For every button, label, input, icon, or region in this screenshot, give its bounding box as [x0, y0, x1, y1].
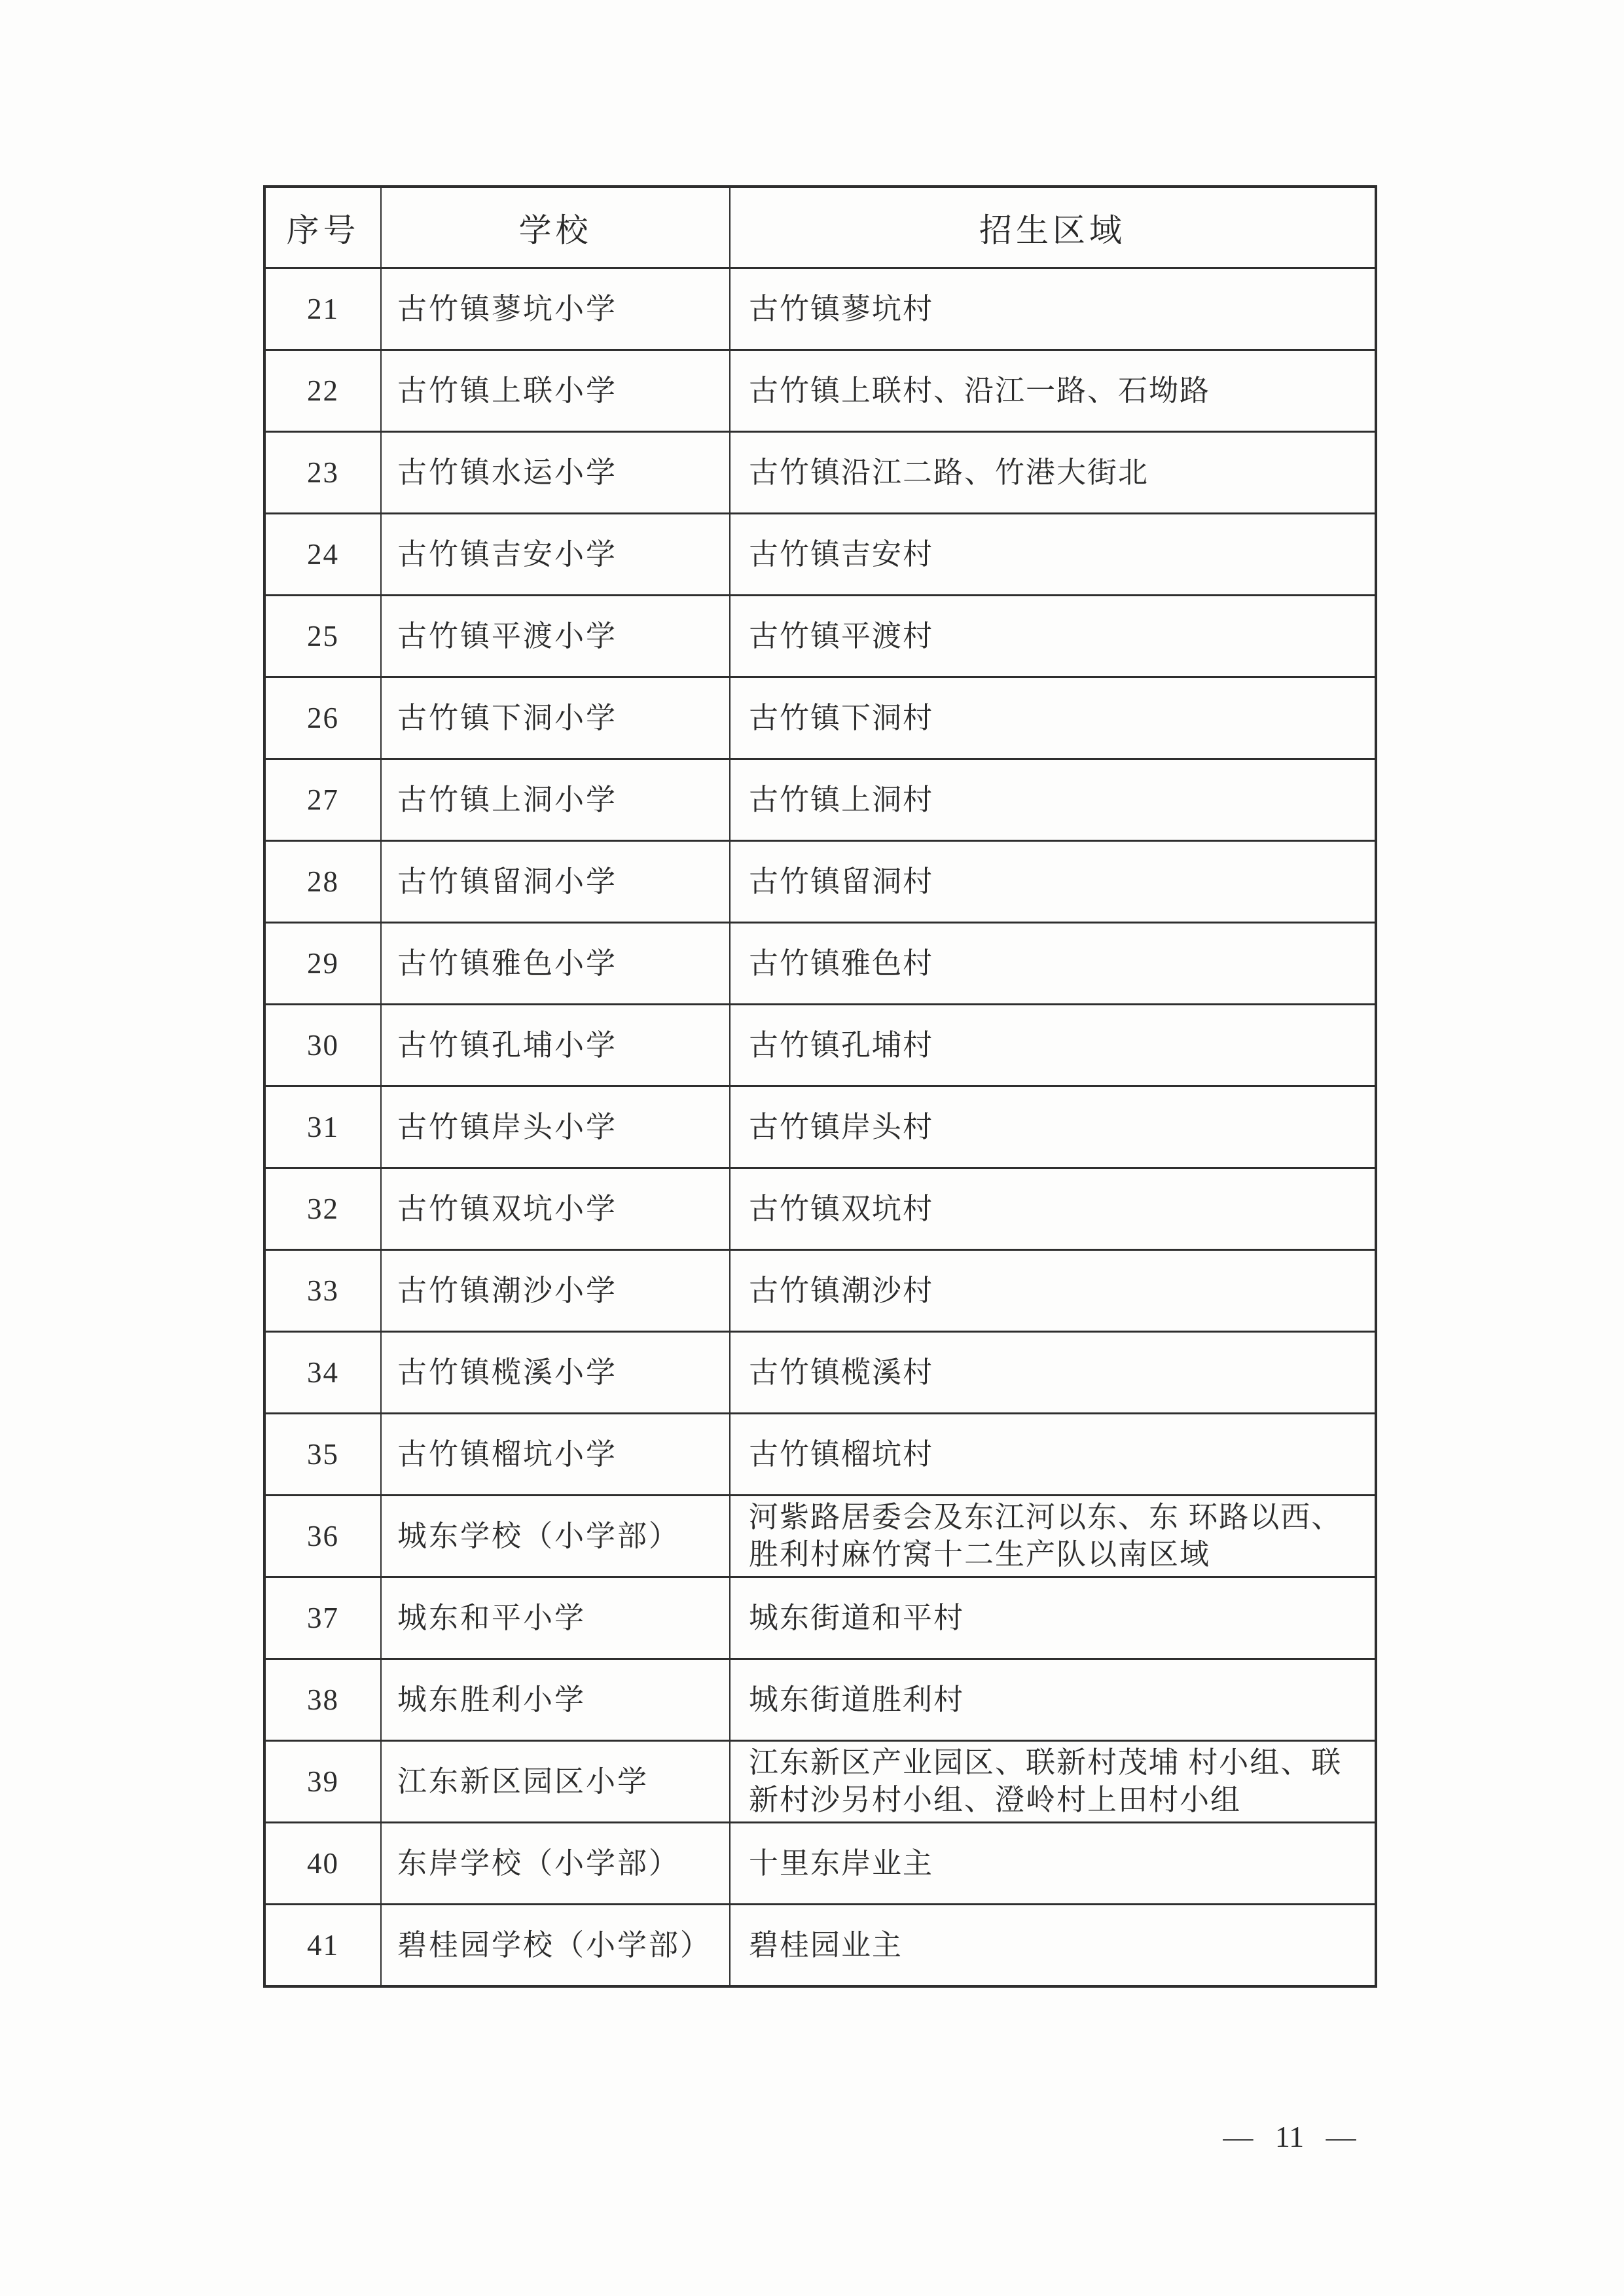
row-district-cell: 古竹镇潮沙村	[730, 1250, 1376, 1332]
row-district-cell: 古竹镇吉安村	[730, 514, 1376, 596]
row-district-cell: 古竹镇雅色村	[730, 923, 1376, 1005]
row-number-cell: 36	[264, 1496, 381, 1577]
table-row	[264, 1905, 1376, 1987]
row-number-cell: 23	[264, 432, 381, 514]
row-district-cell: 古竹镇平渡村	[730, 596, 1376, 677]
row-school-cell: 古竹镇潮沙小学	[381, 1250, 730, 1332]
row-district-cell: 古竹镇上洞村	[730, 759, 1376, 841]
row-district-cell: 十里东岸业主	[730, 1823, 1376, 1905]
row-number-cell: 33	[264, 1250, 381, 1332]
row-number-cell: 31	[264, 1086, 381, 1168]
row-number-cell: 28	[264, 841, 381, 923]
row-number-cell: 22	[264, 350, 381, 432]
row-number-cell: 35	[264, 1414, 381, 1496]
row-district-cell: 古竹镇蓼坑村	[730, 268, 1376, 350]
table-row	[264, 1332, 1376, 1414]
row-number-cell: 32	[264, 1168, 381, 1250]
row-school-cell: 城东和平小学	[381, 1577, 730, 1659]
row-district-cell: 古竹镇留洞村	[730, 841, 1376, 923]
table-row	[264, 1496, 1376, 1577]
row-number-cell: 25	[264, 596, 381, 677]
table-row	[264, 1005, 1376, 1086]
table-row	[264, 1414, 1376, 1496]
row-number-cell: 39	[264, 1741, 381, 1823]
row-school-cell: 古竹镇留洞小学	[381, 841, 730, 923]
header-school: 学校	[381, 187, 730, 268]
table-row	[264, 1823, 1376, 1905]
row-district-cell: 古竹镇双坑村	[730, 1168, 1376, 1250]
enrollment-table	[263, 185, 1377, 1988]
row-number-cell: 34	[264, 1332, 381, 1414]
row-school-cell: 古竹镇平渡小学	[381, 596, 730, 677]
row-district-cell: 古竹镇下洞村	[730, 677, 1376, 759]
table-body	[264, 268, 1376, 1987]
row-district-cell: 古竹镇岸头村	[730, 1086, 1376, 1168]
row-school-cell: 古竹镇上洞小学	[381, 759, 730, 841]
table-header-row	[264, 187, 1376, 268]
row-number-cell: 30	[264, 1005, 381, 1086]
table-row	[264, 350, 1376, 432]
row-district-cell: 江东新区产业园区、联新村茂埔 村小组、联新村沙另村小组、澄岭村上田村小组	[730, 1741, 1376, 1823]
row-number-cell: 38	[264, 1659, 381, 1741]
row-district-cell: 古竹镇榄溪村	[730, 1332, 1376, 1414]
row-number-cell: 29	[264, 923, 381, 1005]
table-row	[264, 759, 1376, 841]
table-row	[264, 596, 1376, 677]
row-number-cell: 37	[264, 1577, 381, 1659]
row-school-cell: 城东学校（小学部）	[381, 1496, 730, 1577]
row-school-cell: 古竹镇蓼坑小学	[381, 268, 730, 350]
row-school-cell: 古竹镇下洞小学	[381, 677, 730, 759]
table-row	[264, 923, 1376, 1005]
row-number-cell: 27	[264, 759, 381, 841]
row-school-cell: 江东新区园区小学	[381, 1741, 730, 1823]
header-no: 序号	[264, 187, 381, 268]
row-school-cell: 古竹镇吉安小学	[381, 514, 730, 596]
row-district-cell: 古竹镇孔埔村	[730, 1005, 1376, 1086]
row-district-cell: 古竹镇上联村、沿江一路、石坳路	[730, 350, 1376, 432]
row-school-cell: 古竹镇水运小学	[381, 432, 730, 514]
row-school-cell: 古竹镇榴坑小学	[381, 1414, 730, 1496]
table-row	[264, 1741, 1376, 1823]
row-school-cell: 古竹镇雅色小学	[381, 923, 730, 1005]
row-district-cell: 古竹镇沿江二路、竹港大街北	[730, 432, 1376, 514]
row-school-cell: 古竹镇孔埔小学	[381, 1005, 730, 1086]
row-number-cell: 26	[264, 677, 381, 759]
row-district-cell: 城东街道和平村	[730, 1577, 1376, 1659]
table-row	[264, 268, 1376, 350]
row-school-cell: 古竹镇榄溪小学	[381, 1332, 730, 1414]
header-district: 招生区域	[730, 187, 1376, 268]
table-row	[264, 514, 1376, 596]
row-number-cell: 40	[264, 1823, 381, 1905]
row-number-cell: 41	[264, 1905, 381, 1987]
table-row	[264, 432, 1376, 514]
row-district-cell: 碧桂园业主	[730, 1905, 1376, 1987]
row-number-cell: 24	[264, 514, 381, 596]
table-row	[264, 1168, 1376, 1250]
page-number: — 11 —	[1223, 2120, 1356, 2153]
row-school-cell: 古竹镇岸头小学	[381, 1086, 730, 1168]
row-district-cell: 古竹镇榴坑村	[730, 1414, 1376, 1496]
table-row	[264, 677, 1376, 759]
table-row	[264, 1250, 1376, 1332]
row-school-cell: 古竹镇上联小学	[381, 350, 730, 432]
row-school-cell: 碧桂园学校（小学部）	[381, 1905, 730, 1987]
row-district-cell: 河紫路居委会及东江河以东、东 环路以西、胜利村麻竹窝十二生产队以南区域	[730, 1496, 1376, 1577]
row-school-cell: 东岸学校（小学部）	[381, 1823, 730, 1905]
row-school-cell: 城东胜利小学	[381, 1659, 730, 1741]
table-row	[264, 1577, 1376, 1659]
table-row	[264, 841, 1376, 923]
row-district-cell: 城东街道胜利村	[730, 1659, 1376, 1741]
row-school-cell: 古竹镇双坑小学	[381, 1168, 730, 1250]
table-row	[264, 1659, 1376, 1741]
table-row	[264, 1086, 1376, 1168]
row-number-cell: 21	[264, 268, 381, 350]
